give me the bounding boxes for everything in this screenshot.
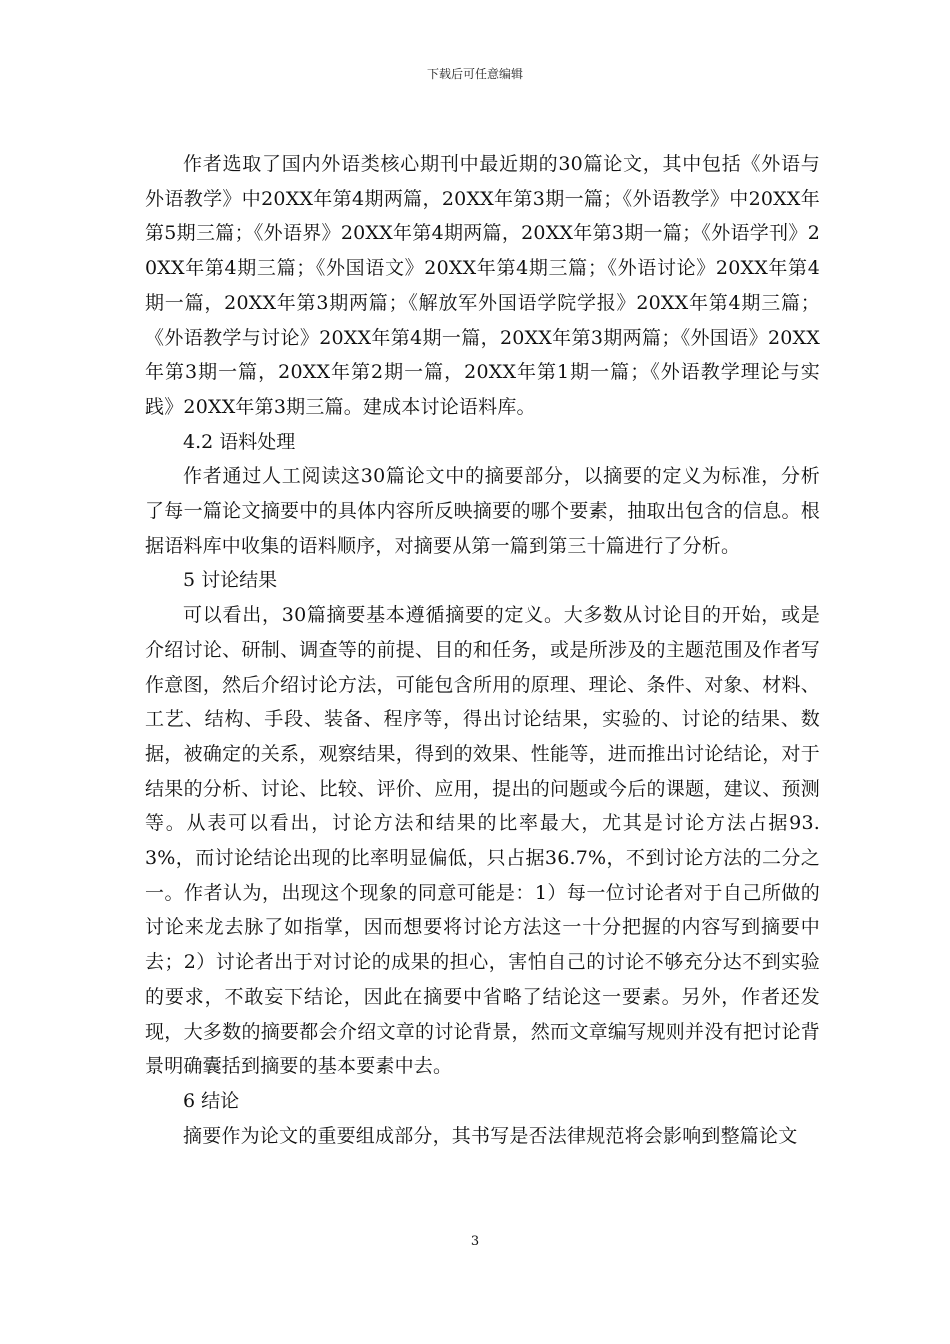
paragraph-conclusion: 摘要作为论文的重要组成部分，其书写是否法律规范将会影响到整篇论文 xyxy=(183,1124,798,1147)
section-heading-conclusion: 6 结论 xyxy=(183,1089,240,1112)
page-header: 下载后可任意编辑 xyxy=(426,67,523,81)
paragraph-corpus-sources: 作者选取了国内外语类核心期刊中最近期的30篇论文，其中包括《外语与外语教学》中20XX年第4期两篇，20XX年第3期一篇；《外语教学》中20XX年第5期三篇；《外语界》20XX年第4期两篇，20XX年第3期一篇；《外语学刊》20XX年第4期三篇；《外国语文》20XX年第4期三篇；《外语讨论》20XX年第4期一篇，20XX年第3期两篇；《解放军外国语学院学报》20XX年第4期三篇；《外语教学与讨论》20XX年第4期一篇，20XX年第3期两篇；《外国语》20XX年第3期一篇，20XX年第2期一篇，20XX年第1期一篇；《外语教学理论与实践》20XX年第3期三篇。建成本讨论语料库。 xyxy=(145,153,820,418)
section-heading-corpus-processing: 4.2 语料处理 xyxy=(183,430,296,453)
paragraph-corpus-processing: 作者通过人工阅读这30篇论文中的摘要部分，以摘要的定义为标准，分析了每一篇论文摘要中的具体内容所反映摘要的哪个要素，抽取出包含的信息。根据语料库中收集的语料顺序，对摘要从第一篇到第三十篇进行了分析。 xyxy=(145,465,820,557)
page-number: 3 xyxy=(470,1234,480,1249)
document-body xyxy=(145,147,820,1153)
section-heading-results: 5 讨论结果 xyxy=(183,569,278,592)
paragraph-results: 可以看出，30篇摘要基本遵循摘要的定义。大多数从讨论目的开始，或是介绍讨论、研制、调查等的前提、目的和任务，或是所涉及的主题范围及作者写作意图，然后介绍讨论方法，可能包含所用的原理、理论、条件、对象、材料、工艺、结构、手段、装备、程序等，得出讨论结果，实验的、讨论的结果、数据，被确定的关系，观察结果，得到的效果、性能等，进而推出讨论结论，对于结果的分析、讨论、比较、评价、应用，提出的问题或今后的课题，建议、预测等。从表可以看出，讨论方法和结果的比率最大，尤其是讨论方法占据93.3%，而讨论结论出现的比率明显偏低，只占据36.7%，不到讨论方法的二分之一。作者认为，出现这个现象的同意可能是：1）每一位讨论者对于自己所做的讨论来龙去脉了如指掌，因而想要将讨论方法这一十分把握的内容写到摘要中去；2）讨论者出于对讨论的成果的担心，害怕自己的讨论不够充分达不到实验的要求，不敢妄下结论，因此在摘要中省略了结论这一要素。另外，作者还发现，大多数的摘要都会介绍文章的讨论背景，然而文章编写规则并没有把讨论背景明确囊括到摘要的基本要素中去。 xyxy=(145,604,820,1078)
